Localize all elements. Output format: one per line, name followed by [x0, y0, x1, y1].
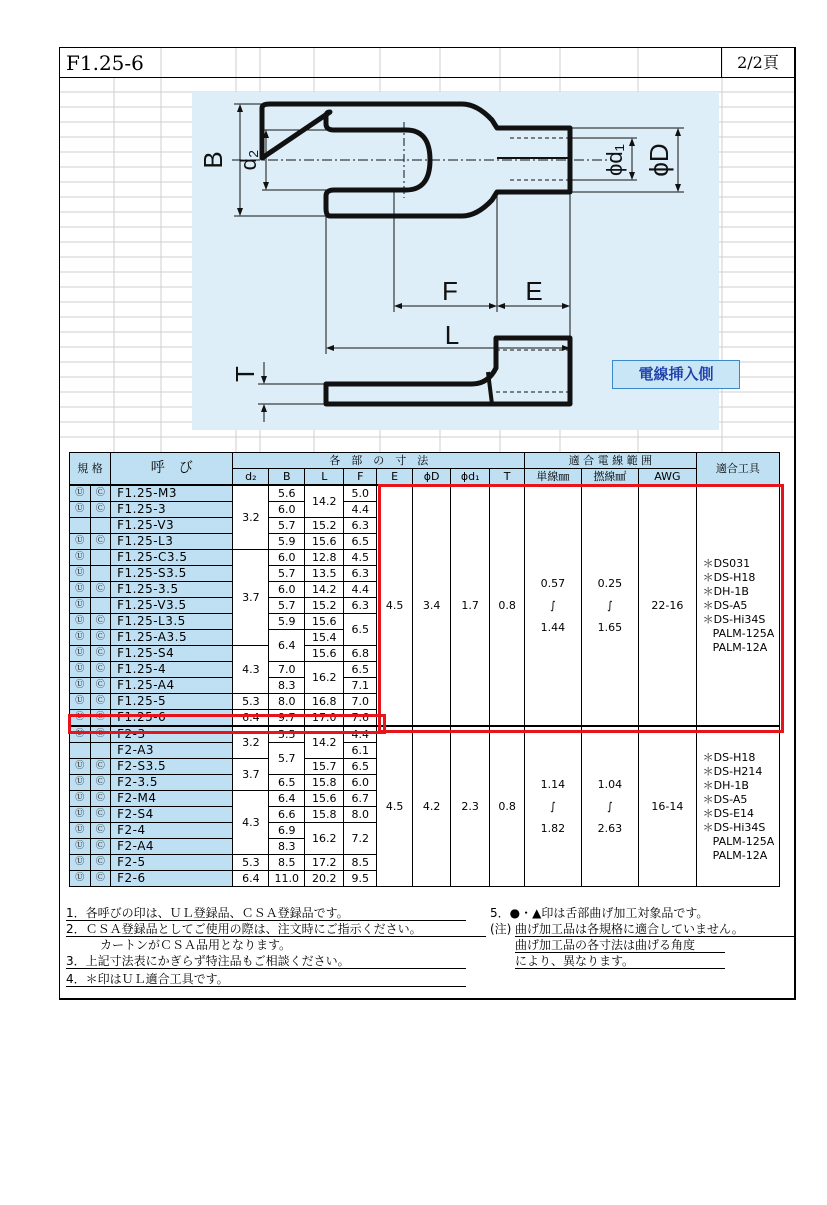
cell-L: 15.2 [305, 518, 344, 534]
cell-L: 17.0 [305, 710, 344, 727]
csa-mark: Ⓒ [90, 726, 111, 743]
cell-B: 6.4 [269, 630, 305, 662]
cell-F: 6.7 [344, 791, 377, 807]
cell-B: 6.9 [269, 823, 305, 839]
tool-item: PALM-125A [712, 834, 775, 848]
cell-F: 6.5 [344, 614, 377, 646]
cell-F: 6.0 [344, 775, 377, 791]
document-title: F1.25-6 [66, 51, 144, 75]
cell-F: 6.5 [344, 662, 377, 678]
cell-F: 6.3 [344, 518, 377, 534]
cell-L: 20.2 [305, 871, 344, 887]
cell-awg: 16-14 [639, 726, 697, 887]
cell-d2: 6.4 [233, 871, 269, 887]
cell-B: 5.7 [269, 743, 305, 775]
tool-item: ＊DS-A5 [702, 792, 748, 806]
strand-min: 1.04 [597, 777, 623, 791]
cell-B: 5.6 [269, 485, 305, 502]
tool-item: PALM-12A [712, 848, 768, 862]
part-name: F2-5 [111, 855, 233, 871]
cell-L: 15.7 [305, 759, 344, 775]
cell-phiD: 3.4 [413, 485, 451, 726]
cell-d2: 3.7 [233, 759, 269, 791]
cell-B: 7.0 [269, 662, 305, 678]
terminal-drawing [192, 92, 719, 430]
cell-d2: 6.4 [233, 710, 269, 727]
cell-tools [696, 485, 779, 726]
ul-mark: Ⓤ [70, 807, 91, 823]
cell-L: 15.6 [305, 534, 344, 550]
header-stranded: 撚線㎟ [581, 469, 639, 486]
dim-label-T: T [230, 366, 260, 382]
tool-item: ＊DH-1B [702, 584, 749, 598]
ul-mark: Ⓤ [70, 678, 91, 694]
note-5-label: (注) [490, 922, 512, 936]
header-solid: 単線㎜ [525, 469, 582, 486]
csa-mark: Ⓒ [90, 871, 111, 887]
cell-awg: 22-16 [639, 485, 697, 726]
ul-mark: Ⓤ [70, 485, 91, 502]
note-2: 2．ＣＳＡ登録品としてご使用の際は、注文時にご指示ください。 [66, 922, 486, 937]
cell-F: 6.5 [344, 759, 377, 775]
part-name: F2-S3.5 [111, 759, 233, 775]
cell-L: 12.8 [305, 550, 344, 566]
tool-item: ＊DS-H214 [702, 764, 763, 778]
ul-mark [70, 518, 91, 534]
cell-L: 15.4 [305, 630, 344, 646]
strand-min: 0.25 [597, 576, 623, 590]
note-5c: 曲げ加工品の各寸法は曲げる角度 [515, 938, 725, 953]
cell-tools [696, 726, 779, 887]
header-phid1: ϕd₁ [451, 469, 490, 486]
part-name: F1.25-V3.5 [111, 598, 233, 614]
spec-sheet [59, 47, 796, 1000]
csa-mark: Ⓒ [90, 694, 111, 710]
ul-mark: Ⓤ [70, 775, 91, 791]
cell-d2: 3.2 [233, 726, 269, 759]
cell-d2: 4.3 [233, 791, 269, 855]
tool-item: ＊DS-Hi34S [702, 820, 766, 834]
part-name: F2-A4 [111, 839, 233, 855]
part-name: F1.25-A3.5 [111, 630, 233, 646]
header-dims: 各 部 の 寸 法 [233, 453, 525, 469]
table-row [70, 485, 780, 502]
cell-B: 5.5 [269, 726, 305, 743]
csa-mark: Ⓒ [90, 855, 111, 871]
cell-phid1: 2.3 [451, 726, 490, 887]
cell-L: 15.6 [305, 791, 344, 807]
tool-item: ＊DS-A5 [702, 598, 748, 612]
csa-mark: Ⓒ [90, 614, 111, 630]
cell-F: 7.0 [344, 694, 377, 710]
header-awg: AWG [639, 469, 697, 486]
part-name: F1.25-S3.5 [111, 566, 233, 582]
part-name: F2-A3 [111, 743, 233, 759]
note-2b: カートンがＣＳＡ品用となります。 [100, 938, 292, 952]
cell-F: 7.1 [344, 678, 377, 694]
cell-F: 4.4 [344, 726, 377, 743]
cell-F: 9.5 [344, 871, 377, 887]
cell-L: 15.6 [305, 646, 344, 662]
solid-max: 1.82 [540, 821, 566, 835]
cell-B: 11.0 [269, 871, 305, 887]
csa-mark [90, 598, 111, 614]
ul-mark: Ⓤ [70, 582, 91, 598]
cell-B: 5.9 [269, 614, 305, 630]
csa-mark: Ⓒ [90, 791, 111, 807]
ul-mark: Ⓤ [70, 646, 91, 662]
ul-mark: Ⓤ [70, 855, 91, 871]
cell-E: 4.5 [377, 485, 413, 726]
cell-F: 5.0 [344, 485, 377, 502]
header-wire-range: 適 合 電 線 範 囲 [525, 453, 697, 469]
cell-L: 16.2 [305, 662, 344, 694]
csa-mark [90, 743, 111, 759]
header-tool: 適合工具 [696, 453, 779, 486]
header-d2: d₂ [233, 469, 269, 486]
csa-mark: Ⓒ [90, 534, 111, 550]
cell-B: 8.3 [269, 678, 305, 694]
dim-label-d1: ϕd₁ [602, 144, 627, 176]
cell-L: 16.8 [305, 694, 344, 710]
cell-F: 8.0 [344, 807, 377, 823]
ul-mark: Ⓤ [70, 694, 91, 710]
csa-mark: Ⓒ [90, 485, 111, 502]
tool-item: PALM-125A [712, 626, 775, 640]
ul-mark: Ⓤ [70, 598, 91, 614]
ul-mark: Ⓤ [70, 791, 91, 807]
header-E: E [377, 469, 413, 486]
ul-mark: Ⓤ [70, 759, 91, 775]
cell-F: 6.8 [344, 646, 377, 662]
csa-mark: Ⓒ [90, 775, 111, 791]
tool-item: ＊DS-E14 [702, 806, 755, 820]
strand-max: 2.63 [597, 821, 623, 835]
header-T: T [490, 469, 525, 486]
csa-mark: Ⓒ [90, 582, 111, 598]
cell-B: 6.0 [269, 582, 305, 598]
solid-min: 1.14 [540, 777, 566, 791]
note-5d: により、異なります。 [515, 954, 725, 969]
cell-B: 5.7 [269, 518, 305, 534]
cell-B: 5.9 [269, 534, 305, 550]
csa-mark: Ⓒ [90, 807, 111, 823]
cell-B: 6.6 [269, 807, 305, 823]
dim-label-F: F [442, 276, 458, 306]
part-name: F2-M4 [111, 791, 233, 807]
title-rule [60, 77, 794, 78]
header-name: 呼 び [111, 453, 233, 486]
solid-min: 0.57 [540, 576, 566, 590]
ul-mark: Ⓤ [70, 839, 91, 855]
cell-L: 15.6 [305, 614, 344, 630]
part-name: F1.25-4 [111, 662, 233, 678]
cell-T: 0.8 [490, 485, 525, 726]
header-phiD: ϕD [413, 469, 451, 486]
range-sep: ∫ [606, 799, 613, 813]
cell-F: 4.5 [344, 550, 377, 566]
csa-mark: Ⓒ [90, 630, 111, 646]
ul-mark: Ⓤ [70, 614, 91, 630]
ul-mark [70, 743, 91, 759]
cell-L: 15.2 [305, 598, 344, 614]
cell-d2: 5.3 [233, 694, 269, 710]
cell-B: 6.0 [269, 550, 305, 566]
cell-L: 17.2 [305, 855, 344, 871]
cell-B: 6.4 [269, 791, 305, 807]
csa-mark: Ⓒ [90, 823, 111, 839]
tool-item: ＊DS031 [702, 556, 751, 570]
cell-d2: 3.7 [233, 550, 269, 646]
ul-mark: Ⓤ [70, 550, 91, 566]
ul-mark: Ⓤ [70, 871, 91, 887]
cell-F: 4.4 [344, 582, 377, 598]
part-name: F2-S4 [111, 807, 233, 823]
cell-L: 13.5 [305, 566, 344, 582]
csa-mark [90, 518, 111, 534]
cell-L: 14.2 [305, 485, 344, 518]
part-name: F1.25-L3 [111, 534, 233, 550]
part-name: F2-6 [111, 871, 233, 887]
cell-L: 14.2 [305, 582, 344, 598]
csa-mark: Ⓒ [90, 759, 111, 775]
csa-mark: Ⓒ [90, 710, 111, 727]
ul-mark: Ⓤ [70, 534, 91, 550]
dim-label-D: ϕD [644, 143, 674, 177]
cell-d2: 3.2 [233, 485, 269, 550]
ul-mark: Ⓤ [70, 502, 91, 518]
cell-F: 7.6 [344, 710, 377, 727]
cell-phiD: 4.2 [413, 726, 451, 887]
tool-item: ＊DS-H18 [702, 570, 756, 584]
cell-E: 4.5 [377, 726, 413, 887]
cell-phid1: 1.7 [451, 485, 490, 726]
csa-mark: Ⓒ [90, 678, 111, 694]
cell-B: 8.0 [269, 694, 305, 710]
part-name: F1.25-C3.5 [111, 550, 233, 566]
dimension-table [69, 452, 780, 887]
part-name: F2-3.5 [111, 775, 233, 791]
header-F: F [344, 469, 377, 486]
strand-max: 1.65 [597, 620, 623, 634]
dim-label-B: B [198, 151, 228, 169]
ul-mark: Ⓤ [70, 710, 91, 727]
part-name: F1.25-3 [111, 502, 233, 518]
part-name: F1.25-A4 [111, 678, 233, 694]
dim-label-E: E [525, 276, 543, 306]
cell-F: 8.5 [344, 855, 377, 871]
note-4: 4．＊印はＵＬ適合工具です。 [66, 972, 466, 987]
header-B: B [269, 469, 305, 486]
part-name: F1.25-5 [111, 694, 233, 710]
tool-item: ＊DS-Hi34S [702, 612, 766, 626]
part-name: F2-3 [111, 726, 233, 743]
tool-item: ＊DS-H18 [702, 750, 756, 764]
cell-F: 6.3 [344, 598, 377, 614]
cell-stranded-range [581, 726, 639, 887]
table-row [70, 726, 780, 743]
range-sep: ∫ [549, 799, 556, 813]
part-name: F1.25-3.5 [111, 582, 233, 598]
csa-mark: Ⓒ [90, 646, 111, 662]
csa-mark: Ⓒ [90, 662, 111, 678]
cell-solid-range [525, 485, 582, 726]
cell-B: 6.5 [269, 775, 305, 791]
cell-solid-range [525, 726, 582, 887]
csa-mark: Ⓒ [90, 502, 111, 518]
cell-F: 6.1 [344, 743, 377, 759]
cell-B: 9.7 [269, 710, 305, 727]
cell-L: 15.8 [305, 775, 344, 791]
cell-F: 4.4 [344, 502, 377, 518]
cell-B: 8.3 [269, 839, 305, 855]
csa-mark [90, 566, 111, 582]
part-name: F1.25-L3.5 [111, 614, 233, 630]
csa-mark: Ⓒ [90, 839, 111, 855]
solid-max: 1.44 [540, 620, 566, 634]
note-5b: 曲げ加工品は各規格に適合していません。 [515, 922, 794, 937]
cell-F: 6.3 [344, 566, 377, 582]
ul-mark: Ⓤ [70, 630, 91, 646]
cell-B: 6.0 [269, 502, 305, 518]
range-sep: ∫ [549, 598, 556, 612]
ul-mark: Ⓤ [70, 566, 91, 582]
part-name: F2-4 [111, 823, 233, 839]
cell-L: 14.2 [305, 726, 344, 759]
csa-mark [90, 550, 111, 566]
note-3: 3．上記寸法表にかぎらず特注品もご相談ください。 [66, 954, 466, 969]
part-name: F1.25-6 [111, 710, 233, 727]
cell-B: 5.7 [269, 598, 305, 614]
cell-stranded-range [581, 485, 639, 726]
cell-F: 7.2 [344, 823, 377, 855]
wire-insertion-side-label: 電線挿入側 [612, 360, 740, 389]
cell-B: 8.5 [269, 855, 305, 871]
ul-mark: Ⓤ [70, 823, 91, 839]
header-L: L [305, 469, 344, 486]
tool-item: ＊DH-1B [702, 778, 749, 792]
part-name: F1.25-S4 [111, 646, 233, 662]
cell-B: 5.7 [269, 566, 305, 582]
page-number: 2/2頁 [721, 48, 794, 78]
ul-mark: Ⓤ [70, 662, 91, 678]
ul-mark: Ⓤ [70, 726, 91, 743]
cell-F: 6.5 [344, 534, 377, 550]
cell-L: 15.8 [305, 807, 344, 823]
range-sep: ∫ [606, 598, 613, 612]
part-name: F1.25-V3 [111, 518, 233, 534]
cell-L: 16.2 [305, 823, 344, 855]
dim-label-d2: d₂ [236, 149, 261, 171]
header-standard: 規 格 [70, 453, 111, 486]
note-1: 1．各呼びの印は、ＵＬ登録品、ＣＳＡ登録品です。 [66, 906, 466, 921]
cell-d2: 4.3 [233, 646, 269, 694]
part-name: F1.25-M3 [111, 485, 233, 502]
note-5: 5．●・▲印は舌部曲げ加工対象品です。 [490, 906, 709, 920]
cell-T: 0.8 [490, 726, 525, 887]
tool-item: PALM-12A [712, 640, 768, 654]
dim-label-L: L [444, 320, 460, 350]
cell-d2: 5.3 [233, 855, 269, 871]
